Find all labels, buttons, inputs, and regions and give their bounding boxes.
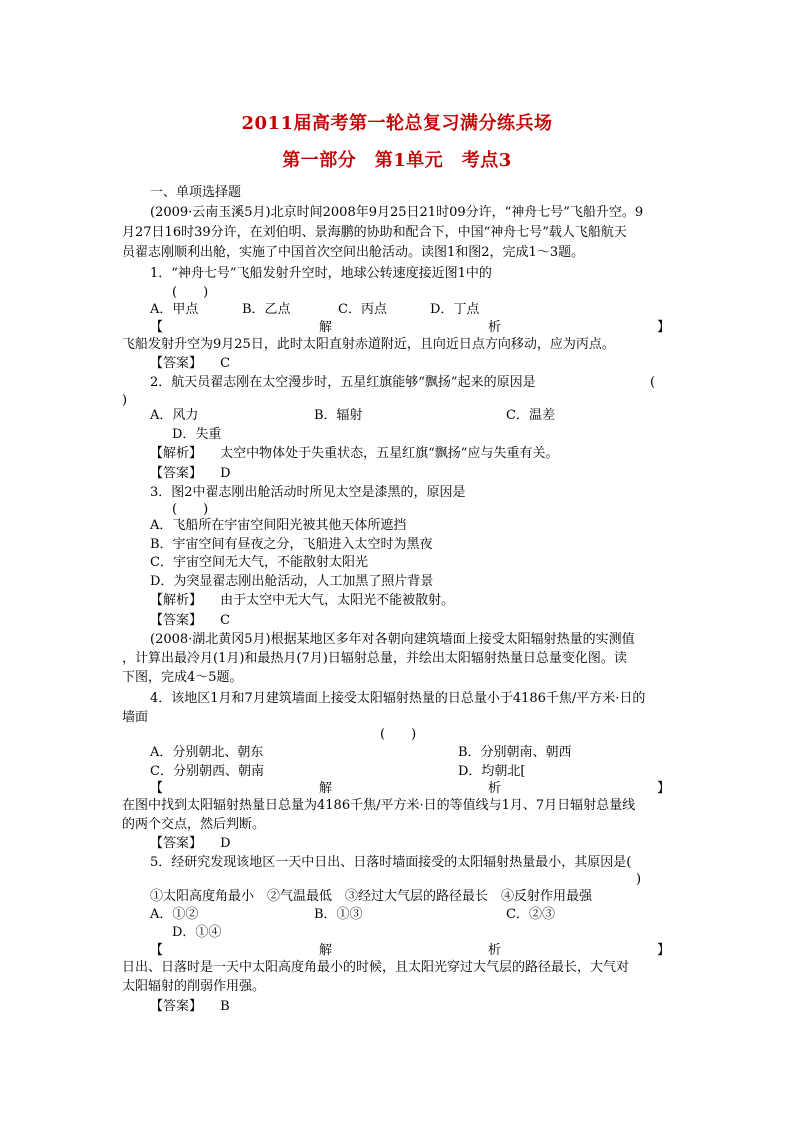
passage2-line1: (2008·湖北黄冈5月)根据某地区多年对各朝向建筑墙面上接受太阳辐射热量的实测值 bbox=[150, 632, 635, 647]
q1-option-a: A．甲点 bbox=[150, 302, 199, 317]
q3-option-a: A．飞船所在宇宙空间阳光被其他天体所遮挡 bbox=[150, 518, 407, 533]
q1-stem: 1．“神舟七号”飞船发射升空时，地球公转速度接近图1中的 bbox=[150, 266, 492, 281]
q5-option-a: A．①② bbox=[150, 907, 199, 922]
q2-option-c: C．温差 bbox=[506, 408, 555, 423]
q3-stem: 3．图2中翟志刚出舱活动时所见太空是漆黑的，原因是 bbox=[150, 485, 466, 500]
q3-analysis: 【解析】 由于太空中无大气，太阳光不能被散射。 bbox=[150, 593, 455, 608]
q1-option-b: B．乙点 bbox=[242, 302, 291, 317]
q5-analysis-tag: 【 解 析 】 bbox=[150, 943, 670, 958]
q1-option-d: D．丁点 bbox=[430, 302, 480, 317]
q1-analysis: 飞船发射升空为9月25日，此时太阳直射赤道附近，且向近日点方向移动，应为丙点。 bbox=[122, 337, 615, 352]
q4-paren: ( ) bbox=[380, 727, 417, 742]
q2-paren-close: ) bbox=[122, 393, 128, 408]
q1-answer: 【答案】 C bbox=[150, 356, 231, 371]
q3-option-d: D．为突显翟志刚出舱活动，人工加黑了照片背景 bbox=[150, 574, 434, 589]
q2-option-d: D．失重 bbox=[172, 427, 222, 442]
q4-option-c: C．分别朝西、朝南 bbox=[150, 764, 264, 779]
q4-analysis-line1: 在图中找到太阳辐射热量日总量为4186千焦/平方米·日的等值线与1月、7月日辐射总量线 bbox=[122, 798, 636, 813]
q5-stem: 5．经研究发现该地区一天中日出、日落时墙面接受的太阳辐射热量最小，其原因是( bbox=[150, 855, 632, 870]
q2-analysis: 【解析】 太空中物体处于失重状态，五星红旗“飘扬”应与失重有关。 bbox=[150, 446, 559, 461]
q4-option-d: D．均朝北[ bbox=[458, 764, 526, 779]
q5-option-d: D．①④ bbox=[172, 925, 222, 940]
q4-option-b: B．分别朝南、朝西 bbox=[458, 745, 572, 760]
q1-paren: ( ) bbox=[172, 285, 209, 300]
passage2-line2: ，计算出最冷月(1月)和最热月(7月)日辐射总量，并绘出太阳辐射热量日总量变化图。读 bbox=[122, 651, 627, 666]
document-subtitle: 第一部分 第1单元 考点3 bbox=[282, 150, 512, 171]
q4-stem-line1: 4．该地区1月和7月建筑墙面上接受太阳辐射热量的日总量小于4186千焦/平方米·日的 bbox=[150, 691, 646, 706]
q3-option-b: B．宇宙空间有昼夜之分，飞船进入太空时为黑夜 bbox=[150, 537, 433, 552]
q2-option-a: A．风力 bbox=[150, 408, 199, 423]
q2-stem: 2．航天员翟志刚在太空漫步时，五星红旗能够“飘扬”起来的原因是 bbox=[150, 375, 536, 390]
q3-answer: 【答案】 C bbox=[150, 613, 231, 628]
q4-option-a: A．分别朝北、朝东 bbox=[150, 745, 264, 760]
q5-answer: 【答案】 B bbox=[150, 999, 230, 1014]
q2-option-b: B．辐射 bbox=[314, 408, 363, 423]
q2-paren-open: ( bbox=[650, 375, 656, 390]
passage1-line3: 员翟志刚顺利出舱，实施了中国首次空间出舱活动。读图1和图2，完成1～3题。 bbox=[122, 245, 585, 260]
section-heading: 一、单项选择题 bbox=[150, 185, 242, 200]
q4-analysis-tag: 【 解 析 】 bbox=[150, 781, 670, 796]
q1-analysis-tag: 【 解 析 】 bbox=[150, 320, 670, 335]
q5-analysis-line2: 太阳辐射的削弱作用强。 bbox=[122, 979, 266, 994]
passage1-line1: (2009·云南玉溪5月)北京时间2008年9月25日21时09分许，“神舟七号”飞船升空。9 bbox=[150, 205, 644, 220]
q5-analysis-line1: 日出、日落时是一天中太阳高度角最小的时候，且太阳光穿过大气层的路径最长，大气对 bbox=[122, 960, 630, 975]
passage2-line3: 下图，完成4～5题。 bbox=[122, 670, 243, 685]
q4-answer: 【答案】 D bbox=[150, 836, 231, 851]
q4-stem-line2: 墙面 bbox=[122, 710, 149, 725]
q5-items: ①太阳高度角最小 ②气温最低 ③经过大气层的路径最长 ④反射作用最强 bbox=[150, 889, 593, 904]
q1-option-c: C．丙点 bbox=[338, 302, 387, 317]
q4-analysis-line2: 的两个交点，然后判断。 bbox=[122, 817, 266, 832]
q5-option-b: B．①③ bbox=[314, 907, 363, 922]
passage1-line2: 月27日16时39分许，在刘伯明、景海鹏的协助和配合下，中国“神舟七号”载人飞船航天 bbox=[122, 225, 627, 240]
document-title: 2011届高考第一轮总复习满分练兵场 bbox=[241, 113, 553, 134]
q5-paren-close: ) bbox=[636, 872, 642, 887]
q3-option-c: C．宇宙空间无大气，不能散射太阳光 bbox=[150, 555, 368, 570]
q3-paren: ( ) bbox=[172, 502, 209, 517]
q5-option-c: C．②③ bbox=[506, 907, 555, 922]
q2-answer: 【答案】 D bbox=[150, 466, 231, 481]
